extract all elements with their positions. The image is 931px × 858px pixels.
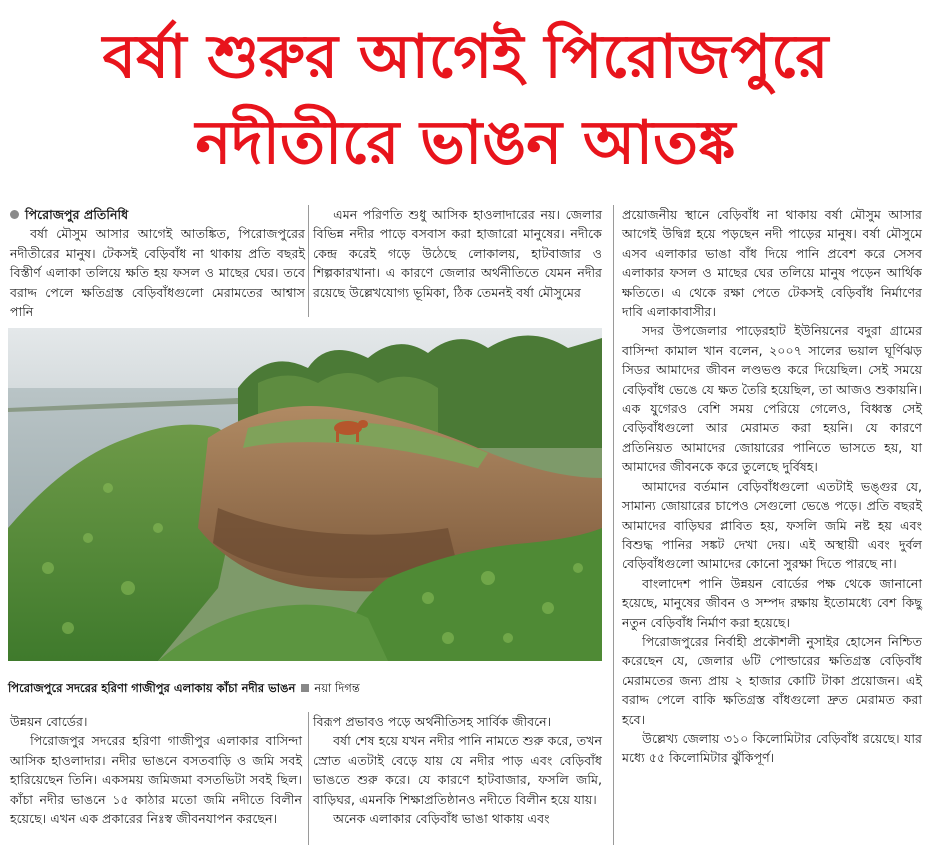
paragraph: বর্ষা মৌসুম আসার আগেই আতঙ্কিত, পিরোজপুরের নদীতীরের মানুষ। টেকসই বেড়িবাঁধ না থাকায় প্রতি বছরই বিস্তীর্ণ এলাকা তলিয়ে ক্ষতি হয় ফসল ও মাছের ঘের। তবে বরাদ্দ পেলে ক্ষতিগ্রস্ত বেড়িবাঁধগুলো মেরামতের আশ্বাস পানি xyxy=(10,226,305,320)
caption-text: পিরোজপুরে সদরের হরিণা গাজীপুর এলাকায় কাঁচা নদীর ভাঙন xyxy=(8,681,296,695)
bullet-icon xyxy=(10,210,19,219)
column-3 xyxy=(622,205,922,768)
paragraph: বিরূপ প্রভাবও পড়ে অর্থনীতিসহ সার্বিক জীবনে। xyxy=(313,714,552,729)
paragraph: প্রয়োজনীয় স্থানে বেড়িবাঁধ না থাকায় বর্ষা মৌসুম আসার আগেই উদ্বিগ্ন হয়ে পড়ছেন নদী পাড়ের মানুষ। বর্ষা মৌসুমে এসব এলাকার ভাঙা বাঁধ দিয়ে পানি প্রবেশ করে সেসব এলাকার ফসল ও মাছের ঘের তলিয়ে মানুষ পড়েন আর্থিক ক্ষতিতে। এ থেকে রক্ষা পেতে টেকসই বেড়িবাঁধ নির্মাণের দাবি এলাকাবাসীর। xyxy=(622,207,922,320)
caption-source: নয়া দিগন্ত xyxy=(314,681,360,695)
paragraph: সদর উপজেলার পাড়েরহাট ইউনিয়নের বদুরা গ্রামের বাসিন্দা কামাল খান বলেন, ২০০৭ সালের ভয়াল ঘূর্ণিঝড় সিডর আমাদের জীবন লণ্ডভণ্ড করে দিয়েছিল। সেই সময়ে বেড়িবাঁধ ভেঙে যে ক্ষত তৈরি হয়েছিল, তা আজও শুকায়নি। এক যুগেরও বেশি সময় পেরিয়ে গেলেও, বিধ্বস্ত সেই বেড়িবাঁধগুলো আর মেরামত করা হয়নি। যে কারণে প্রতিনিয়ত আমাদের জোয়ারের পানিতে ভাসতে হয়, যা আমাদের জীবনকে করে তুলেছে দুর্বিষহ। xyxy=(622,323,922,475)
paragraph: পিরোজপুর সদরের হরিণা গাজীপুর এলাকার বাসিন্দা আসিক হাওলাদার। নদীর ভাঙনে বসতবাড়ি ও জমি সবই হারিয়েছেন তিনি। একসময় জমিজমা বসতভিটা সবই ছিল। কাঁচা নদীর ভাঙনে ১৫ কাঠার মতো জমি নদীতে বিলীন হয়েছে। এখন এক প্রকারের নিঃস্ব জীবনযাপন করছেন। xyxy=(10,733,302,827)
byline-text: পিরোজপুর প্রতিনিধি xyxy=(25,207,129,222)
paragraph: পিরোজপুরের নির্বাহী প্রকৌশলী নুসাইর হোসেন নিশ্চিত করেছেন যে, জেলার ৬টি পোল্ডারের ক্ষতিগ্রস্ত বেড়িবাঁধ মেরামতের জন্য প্রায় ২ হাজার কোটি টাকা প্রয়োজন। এই বরাদ্দ পেলে বাকি ক্ষতিগ্রস্ত বাঁধগুলো দ্রুত মেরামত করা হবে। xyxy=(622,633,922,727)
headline xyxy=(0,14,931,186)
paragraph: উন্নয়ন বোর্ডের। xyxy=(10,714,88,729)
square-icon xyxy=(301,684,309,692)
column-2-top xyxy=(313,205,602,302)
paragraph: উল্লেখ্য জেলায় ৩১০ কিলোমিটার বেড়িবাঁধ রয়েছে। যার মধ্যে ৫৫ কিলোমিটার ঝুঁকিপূর্ণ। xyxy=(622,730,922,766)
column-divider xyxy=(308,712,309,845)
headline-line-1: বর্ষা শুরুর আগেই পিরোজপুরে xyxy=(102,22,829,92)
paragraph: আমাদের বর্তমান বেড়িবাঁধগুলো এতটাই ভঙ্গুর যে, সামান্য জোয়ারের চাপেও সেগুলো ভেঙে পড়ে। প্রতি বছরই আমাদের বাড়িঘর প্লাবিত হয়, ফসলি জমি নষ্ট হয় এবং বিশুদ্ধ পানির সঙ্কট দেখা দেয়। এই অস্থায়ী এবং দুর্বল বেড়িবাঁধগুলো আমাদের কোনো সুরক্ষা দিতে পারছে না। xyxy=(622,478,922,572)
headline-line-2: নদীতীরে ভাঙন আতঙ্ক xyxy=(195,108,736,178)
column-1-bottom xyxy=(10,712,302,828)
column-divider xyxy=(613,205,614,845)
riverbank-erosion-photo xyxy=(8,328,602,661)
paragraph: অনেক এলাকার বেড়িবাঁধ ভাঙা থাকায় এবং xyxy=(333,811,550,827)
paragraph: বর্ষা শেষ হয়ে যখন নদীর পানি নামতে শুরু করে, তখন স্রোত এতটাই বেড়ে যায় যে নদীর পাড় এবং বেড়িবাঁধ ভাঙতে শুরু করে। যে কারণে হাটবাজার, ফসলি জমি, বাড়িঘর, এমনকি শিক্ষাপ্রতিষ্ঠানও নদীতে বিলীন হয়ে যায়। xyxy=(313,733,602,807)
byline xyxy=(10,205,305,224)
paragraph: বাংলাদেশ পানি উন্নয়ন বোর্ডের পক্ষ থেকে জানানো হয়েছে, মানুষের জীবন ও সম্পদ রক্ষায় ইতোমধ্যে বেশ কিছু নতুন বেড়িবাঁধ নির্মাণ করা হয়েছে। xyxy=(622,575,922,630)
photo-caption xyxy=(8,680,602,696)
column-2-bottom xyxy=(313,712,602,828)
column-divider xyxy=(308,205,309,317)
paragraph: এমন পরিণতি শুধু আসিক হাওলাদারের নয়। জেলার বিভিন্ন নদীর পাড়ে বসবাস করা হাজারো মানুষের। নদীকে কেন্দ্র করেই গড়ে উঠেছে লোকালয়, হাটবাজার ও শিল্পকারখানা। এ কারণে জেলার অর্থনীতিতে যেমন নদীর রয়েছে উল্লেখযোগ্য ভূমিকা, ঠিক তেমনই বর্ষা মৌসুমের xyxy=(313,207,602,300)
column-1-top xyxy=(10,205,305,321)
